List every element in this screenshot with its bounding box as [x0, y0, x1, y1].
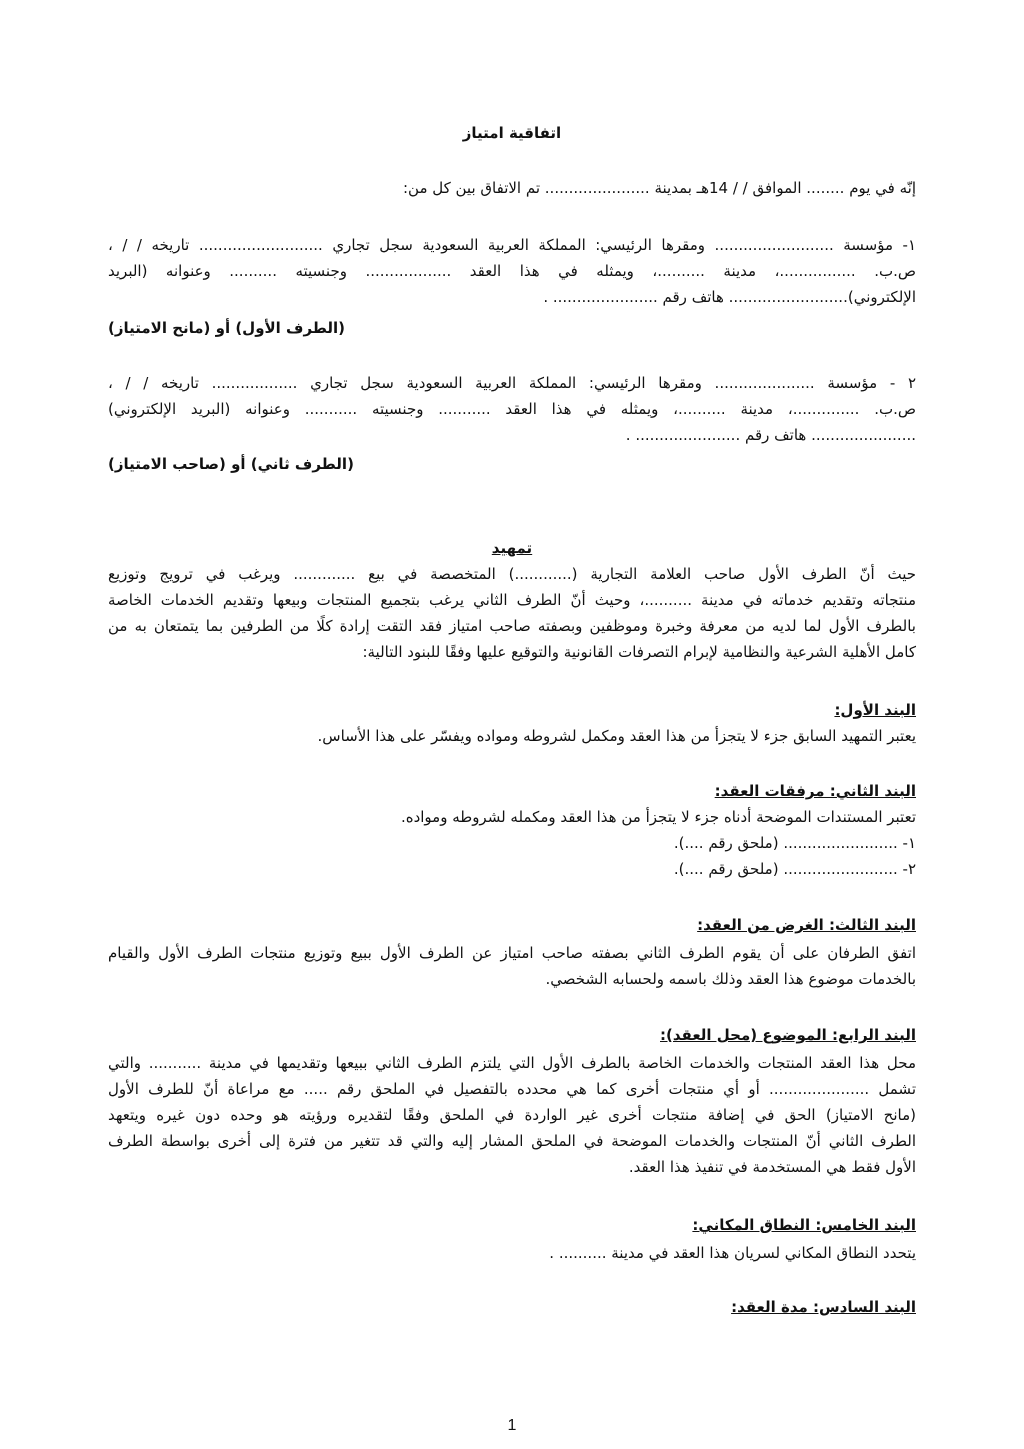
preamble-line: منتجاته وتقديم خدماته في مدينة ..........، وحيث أنّ الطرف الثاني يرغب بتجميع المنتجات وبيعها وتقديم الخدمات الخاصة: [108, 591, 916, 609]
clause5-line: يتحدد النطاق المكاني لسريان هذا العقد في مدينة .......... .: [549, 1244, 916, 1262]
party1-label: (الطرف الأول) أو (مانح الامتياز): [108, 319, 346, 337]
clause5-heading: البند الخامس: النطاق المكاني:: [692, 1216, 916, 1234]
annex-item: ٢- ........................ (ملحق رقم ....).: [673, 860, 916, 878]
clause4-line: محل هذا العقد المنتجات والخدمات الخاصة بالطرف الأول التي يلتزم الطرف الثاني ببيعها وتقديمها في مدينة ........... والتي: [108, 1054, 916, 1072]
clause4-line: (مانح الامتياز) الحق في إضافة منتجات أخرى غير الواردة في الملحق وفقًا لتقديره ورؤيته هو وحده دون غيره ويتعهد: [108, 1106, 916, 1124]
clause3-line: اتفق الطرفان على أن يقوم الطرف الثاني بصفته صاحب امتياز عن الطرف الأول ببيع وتوزيع منتجات الطرف الأول والقيام: [108, 944, 916, 962]
party1-block: [108, 232, 916, 310]
document-title: اتفاقية امتياز: [462, 124, 562, 142]
party2-line: ٢ - مؤسسة ..................... ومقرها الرئيسي: المملكة العربية السعودية سجل تجاري .................. تاريخه / / ،: [108, 374, 916, 392]
clause4-line: الطرف الثاني أنّ المنتجات والخدمات الموضحة في الملحق المشار إليه والتي قد تتغير من فترة إلى أخرى بواسطة الطرف: [108, 1132, 916, 1150]
preamble-line: كامل الأهلية الشرعية والنظامية لإبرام التصرفات القانونية والتوقيع عليها وفقًا للبنود التالية:: [362, 643, 916, 661]
party2-block: [108, 370, 916, 448]
party2-label: (الطرف ثاني) أو (صاحب الامتياز): [108, 455, 354, 473]
party1-line: الإلكتروني)......................... هاتف رقم ...................... .: [543, 288, 916, 306]
clause1-heading: البند الأول:: [834, 701, 916, 719]
intro-line: إنّه في يوم ........ الموافق / / 14هـ بمدينة ...................... تم الاتفاق بين كل من:: [402, 179, 916, 197]
party2-line: ...................... هاتف رقم ...................... .: [625, 426, 916, 444]
clause2-body: [108, 804, 916, 882]
clause2-line: تعتبر المستندات الموضحة أدناه جزء لا يتجزأ من هذا العقد ومكمله لشروطه ومواده.: [400, 808, 916, 826]
clause4-body: [108, 1050, 916, 1180]
preamble-line: بالطرف الأول لما لديه من معرفة وخبرة وموظفين وبصفته صاحب امتياز فقد التقت إرادة كلًا من الطرفين بما يتمتعان به من: [108, 617, 916, 635]
clause4-heading: البند الرابع: الموضوع (محل العقد):: [660, 1026, 916, 1044]
clause2-heading: البند الثاني: مرفقات العقد:: [714, 782, 916, 800]
clause6-heading: البند السادس: مدة العقد:: [731, 1298, 916, 1316]
clause1-line: يعتبر التمهيد السابق جزء لا يتجزأ من هذا العقد ومكمل لشروطه ومواده ويفسّر على هذا الأساس.: [317, 727, 916, 745]
clause4-line: تشمل ..................... أو أي منتجات أخرى كما هي محدده بالتفصيل في الملحق رقم ..... مع مراعاة أنّ للطرف الأول: [108, 1080, 916, 1098]
party1-line: ص.ب. ................، مدينة ..........، ويمثله في هذا العقد .................. وجنسيته .......... وعنوانه (البريد: [108, 262, 916, 280]
clause4-line: الأول فقط هي المستخدمة في تنفيذ هذا العقد.: [628, 1158, 916, 1176]
annex-item: ١- ........................ (ملحق رقم ....).: [673, 834, 916, 852]
party2-line: ص.ب. ..............، مدينة ..........، ويمثله في هذا العقد ........... وجنسيته ........... وعنوانه (البريد الإلكتروني): [108, 400, 916, 418]
clause3-body: [108, 940, 916, 992]
page-number: 1: [507, 1417, 517, 1434]
preamble-heading: تمهيد: [491, 539, 533, 557]
clause3-heading: البند الثالث: الغرض من العقد:: [697, 916, 916, 934]
party1-line: ١- مؤسسة ......................... ومقرها الرئيسي: المملكة العربية السعودية سجل تجاري .......................... تاريخه / / ،: [108, 236, 916, 254]
preamble-body: [108, 561, 916, 665]
preamble-line: حيث أنّ الطرف الأول صاحب العلامة التجارية (............) المتخصصة في بيع ............. ويرغب في ترويج وتوزيع: [108, 565, 916, 583]
clause3-line: بالخدمات موضوع هذا العقد وذلك باسمه ولحسابه الشخصي.: [545, 970, 916, 988]
